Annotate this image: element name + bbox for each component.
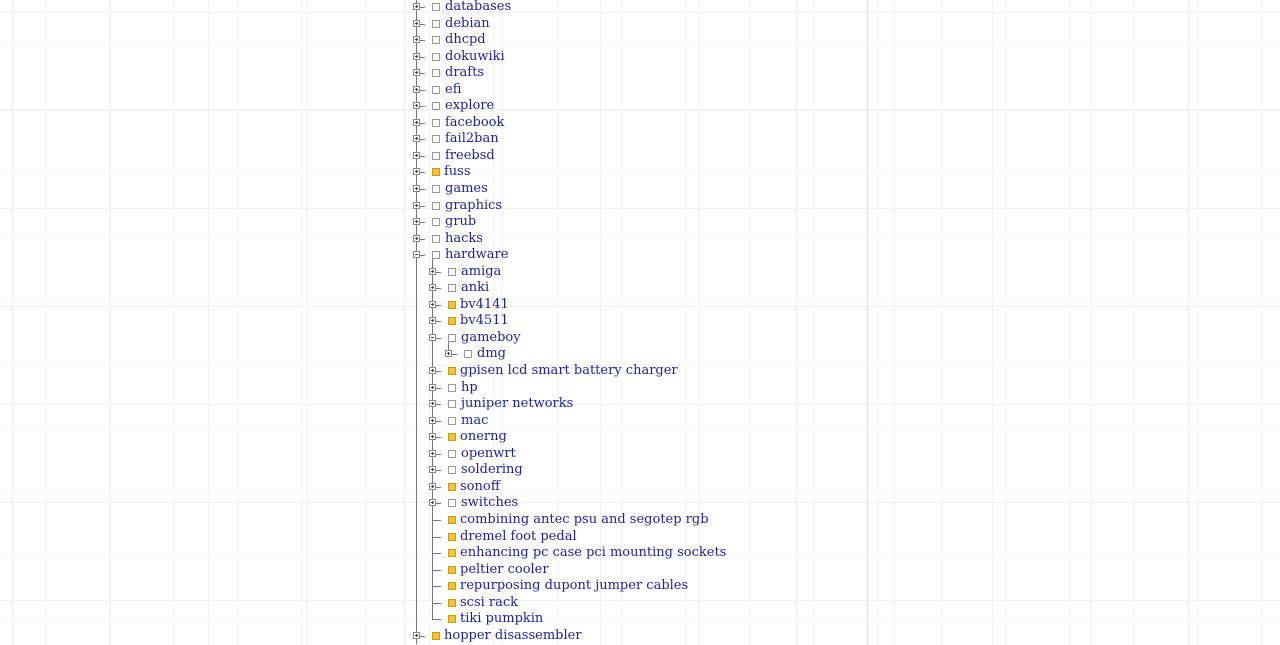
folder-icon (432, 69, 440, 77)
expand-icon[interactable] (413, 632, 420, 639)
folder-icon (448, 466, 456, 474)
tree-item-link[interactable]: explore (445, 98, 495, 114)
page-icon (448, 317, 456, 325)
page-icon (448, 599, 456, 607)
page-icon (448, 549, 456, 557)
folder-icon (448, 384, 456, 392)
tree-line (416, 363, 417, 380)
page-icon (448, 483, 456, 491)
tree-item-link[interactable]: openwrt (461, 445, 516, 461)
tree-line (416, 562, 417, 579)
expand-icon[interactable] (429, 499, 436, 506)
folder-icon (432, 86, 440, 94)
page-icon (432, 632, 440, 640)
tree-line (416, 330, 417, 347)
folder-icon (448, 334, 456, 342)
tree-line (416, 429, 417, 446)
expand-icon[interactable] (413, 218, 420, 225)
tree-line (416, 578, 417, 595)
tree-item-link[interactable]: tiki pumpkin (460, 611, 544, 627)
expand-icon[interactable] (429, 483, 436, 490)
folder-icon (432, 3, 440, 11)
tree-line (432, 537, 441, 538)
tree-item-link[interactable]: efi (445, 81, 462, 97)
expand-icon[interactable] (445, 350, 452, 357)
page-icon (448, 367, 456, 375)
tree-line (416, 611, 417, 628)
page-icon (448, 615, 456, 623)
expand-icon[interactable] (429, 317, 436, 324)
folder-icon (448, 284, 456, 292)
tree-item-link[interactable]: facebook (445, 114, 505, 130)
folder-icon (432, 152, 440, 160)
expand-icon[interactable] (429, 367, 436, 374)
tree-item-link[interactable]: dokuwiki (445, 48, 505, 64)
tree-line (432, 520, 441, 521)
page-icon (448, 582, 456, 590)
tree-item-link[interactable]: databases (445, 0, 512, 14)
collapse-icon[interactable] (413, 251, 420, 258)
tree-item-link[interactable]: enhancing pc case pci mounting sockets (460, 545, 727, 561)
page-icon (448, 566, 456, 574)
expand-icon[interactable] (429, 450, 436, 457)
tree-line (416, 264, 417, 281)
page-icon (448, 516, 456, 524)
tree-line (416, 413, 417, 430)
tree-item-link[interactable]: gameboy (461, 329, 521, 345)
tree-line (432, 553, 441, 554)
page-icon (448, 301, 456, 309)
folder-icon (432, 53, 440, 61)
expand-icon[interactable] (413, 202, 420, 209)
tree-item-link[interactable]: bv4511 (460, 313, 509, 329)
expand-icon[interactable] (413, 69, 420, 76)
tree-line (416, 280, 417, 297)
folder-icon (448, 499, 456, 507)
tree-item-link[interactable]: repurposing dupont jumper cables (460, 578, 689, 594)
tree-item-link[interactable]: mac (461, 412, 489, 428)
folder-icon (432, 102, 440, 110)
tree-line (416, 396, 417, 413)
folder-icon (448, 400, 456, 408)
tree-item-link[interactable]: sonoff (460, 478, 500, 494)
expand-icon[interactable] (429, 433, 436, 440)
tree-line (432, 603, 441, 604)
tree-item-link[interactable]: games (445, 181, 488, 197)
expand-icon[interactable] (413, 152, 420, 159)
tree-line (432, 346, 433, 363)
tree-item-link[interactable]: freebsd (445, 147, 495, 163)
tree-line (416, 512, 417, 529)
tree-item-link[interactable]: onerng (460, 429, 507, 445)
tree-item-link[interactable]: hardware (445, 247, 509, 263)
tree-item-link[interactable]: drafts (445, 65, 484, 81)
folder-icon (432, 20, 440, 28)
expand-icon[interactable] (413, 20, 420, 27)
tree-line (416, 529, 417, 546)
tree-line (416, 495, 417, 512)
collapse-icon[interactable] (429, 334, 436, 341)
tree-line (416, 595, 417, 612)
folder-icon (432, 218, 440, 226)
tree-item-link[interactable]: amiga (461, 263, 502, 279)
tree-line (432, 611, 433, 619)
tree-item-link[interactable]: hp (461, 379, 478, 395)
folder-icon (448, 417, 456, 425)
tree-line (416, 297, 417, 314)
tree-item-link[interactable]: gpisen lcd smart battery charger (460, 363, 678, 379)
tree-item-link[interactable]: hacks (445, 230, 483, 246)
expand-icon[interactable] (429, 268, 436, 275)
column-divider (867, 0, 868, 645)
expand-icon[interactable] (429, 301, 436, 308)
tree-item-link[interactable]: hopper disassembler (444, 627, 582, 643)
folder-icon (432, 135, 440, 143)
tree-line (416, 479, 417, 496)
tree-line (416, 462, 417, 479)
tree-item-link[interactable]: juniper networks (461, 396, 574, 412)
tree-item-link[interactable]: peltier cooler (460, 561, 549, 577)
expand-icon[interactable] (429, 284, 436, 291)
tree-line (432, 619, 441, 620)
folder-icon (432, 202, 440, 210)
expand-icon[interactable] (413, 102, 420, 109)
expand-icon[interactable] (413, 185, 420, 192)
tree-item-link[interactable]: soldering (461, 462, 523, 478)
expand-icon[interactable] (429, 384, 436, 391)
expand-icon[interactable] (413, 168, 420, 175)
expand-icon[interactable] (413, 36, 420, 43)
tree-line (416, 545, 417, 562)
folder-icon (432, 36, 440, 44)
tree-line (416, 380, 417, 397)
tree-line (416, 446, 417, 463)
tree-item-link[interactable]: bv4141 (460, 296, 509, 312)
tree-line (416, 346, 417, 363)
folder-icon (432, 119, 440, 127)
tree-item-link[interactable]: fail2ban (445, 131, 499, 147)
tree-item-link[interactable]: dmg (477, 346, 506, 362)
tree-item-link[interactable]: dhcpd (445, 32, 486, 48)
folder-icon (448, 268, 456, 276)
tree-item-link[interactable]: switches (461, 495, 519, 511)
tree-item-link[interactable]: debian (445, 15, 490, 31)
tree-item-link[interactable]: scsi rack (460, 594, 519, 610)
tree-line (432, 570, 441, 571)
tree-line (416, 313, 417, 330)
tree-item-link[interactable]: fuss (444, 164, 471, 180)
page-icon (432, 168, 440, 176)
page-icon (448, 533, 456, 541)
tree-item-link[interactable]: graphics (445, 197, 503, 213)
expand-icon[interactable] (413, 86, 420, 93)
expand-icon[interactable] (413, 135, 420, 142)
expand-icon[interactable] (413, 235, 420, 242)
page-icon (448, 433, 456, 441)
folder-icon (448, 450, 456, 458)
tree-item-link[interactable]: dremel foot pedal (460, 528, 577, 544)
folder-icon (432, 251, 440, 259)
expand-icon[interactable] (413, 3, 420, 10)
tree-line (432, 586, 441, 587)
expand-icon[interactable] (429, 466, 436, 473)
folder-icon (432, 235, 440, 243)
folder-icon (464, 350, 472, 358)
expand-icon[interactable] (429, 400, 436, 407)
expand-icon[interactable] (413, 53, 420, 60)
tree-item-link[interactable]: grub (445, 214, 477, 230)
expand-icon[interactable] (429, 417, 436, 424)
expand-icon[interactable] (413, 119, 420, 126)
tree-item-link[interactable]: anki (461, 280, 490, 296)
tree-item-link[interactable]: combining antec psu and segotep rgb (460, 511, 709, 527)
folder-icon (432, 185, 440, 193)
